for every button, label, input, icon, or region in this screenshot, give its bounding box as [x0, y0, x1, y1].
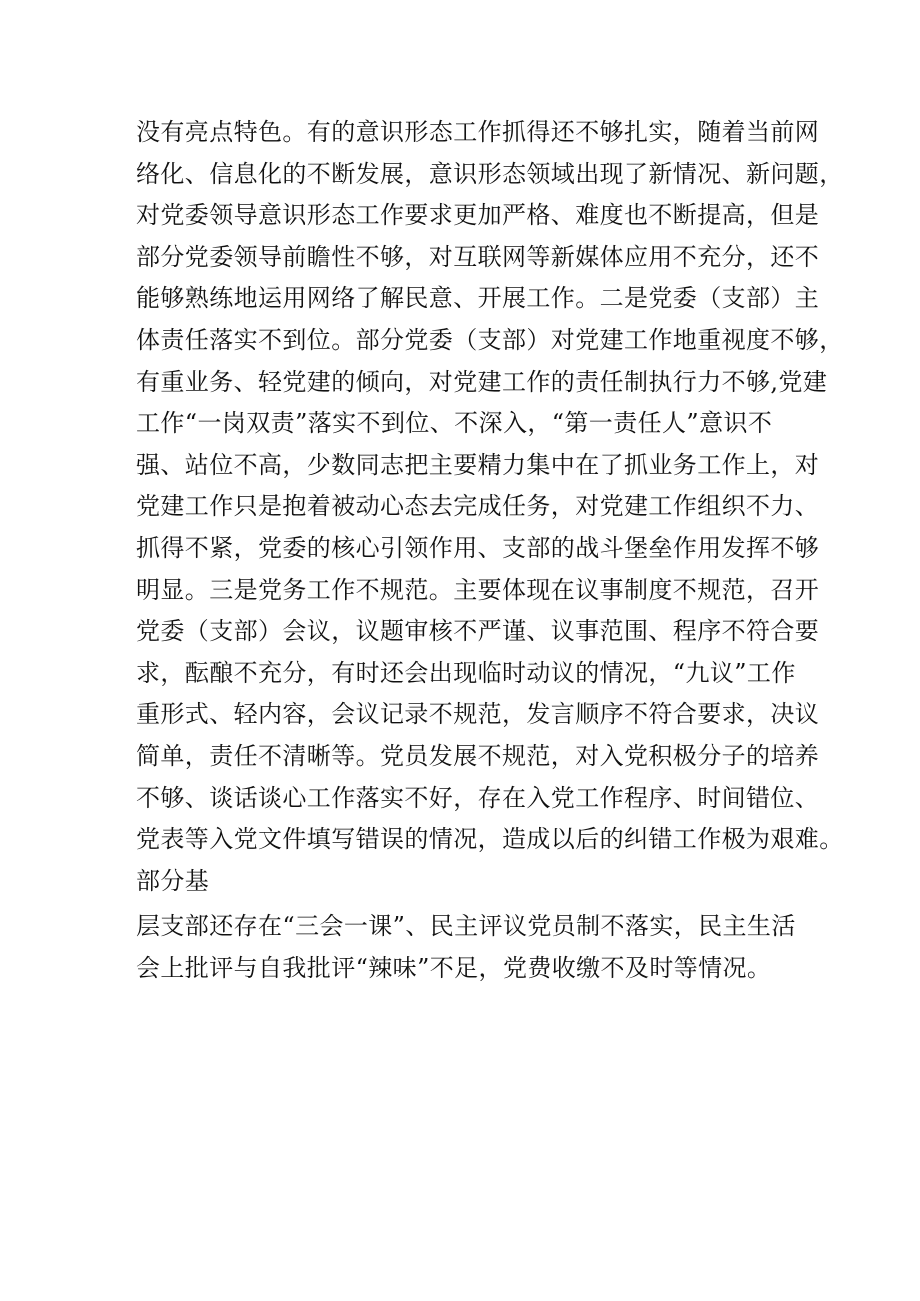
text-line: 党表等入党文件填写错误的情况，造成以后的纠错工作极为艰难。 — [136, 825, 844, 854]
text-line: 体责任落实不到位。部分党委（支部）对党建工作地重视度不够， — [136, 325, 844, 354]
text-line: 对党委领导意识形态工作要求更加严格、难度也不断提高，但是 — [136, 201, 820, 230]
text-line: 络化、信息化的不断发展，意识形态领域出现了新情况、新问题， — [136, 159, 844, 188]
text-line: 抓得不紧，党委的核心引领作用、支部的战斗堡垒作用发挥不够 — [136, 533, 820, 562]
text-line: 明显。三是党务工作不规范。主要体现在议事制度不规范，召开 — [136, 575, 820, 604]
text-line: 工作“一岗双责”落实不到位、不深入，“第一责任人”意识不 — [136, 409, 773, 438]
text-line: 没有亮点特色。有的意识形态工作抓得还不够扎实，随着当前网 — [136, 118, 820, 146]
text-line: 强、站位不高，少数同志把主要精力集中在了抓业务工作上，对 — [136, 450, 820, 479]
text-line: 部分基 — [136, 866, 210, 895]
text-line: 简单，责任不清晰等。党员发展不规范，对入党积极分子的培养 — [136, 741, 820, 770]
text-line: 能够熟练地运用网络了解民意、开展工作。二是党委（支部）主 — [136, 284, 820, 313]
text-line: 有重业务、轻党建的倾向，对党建工作的责任制执行力不够,党建 — [136, 367, 828, 396]
text-line: 层支部还存在“三会一课”、民主评议党员制不落实，民主生活 — [136, 912, 796, 941]
text-line: 部分党委领导前瞻性不够，对互联网等新媒体应用不充分，还不 — [136, 242, 820, 271]
text-line: 党委（支部）会议，议题审核不严谨、议事范围、程序不符合要 — [136, 617, 820, 646]
text-line: 党建工作只是抱着被动心态去完成任务，对党建工作组织不力、 — [136, 492, 820, 521]
text-line: 重形式、轻内容，会议记录不规范，发言顺序不符合要求，决议 — [136, 700, 820, 729]
text-line: 不够、谈话谈心工作落实不好，存在入党工作程序、时间错位、 — [136, 783, 820, 812]
text-line: 求，酝酿不充分，有时还会出现临时动议的情况，“九议”工作 — [136, 658, 796, 687]
body-text — [136, 112, 844, 989]
text-line: 会上批评与自我批评“辣味”不足，党费收缴不及时等情况。 — [136, 953, 772, 982]
